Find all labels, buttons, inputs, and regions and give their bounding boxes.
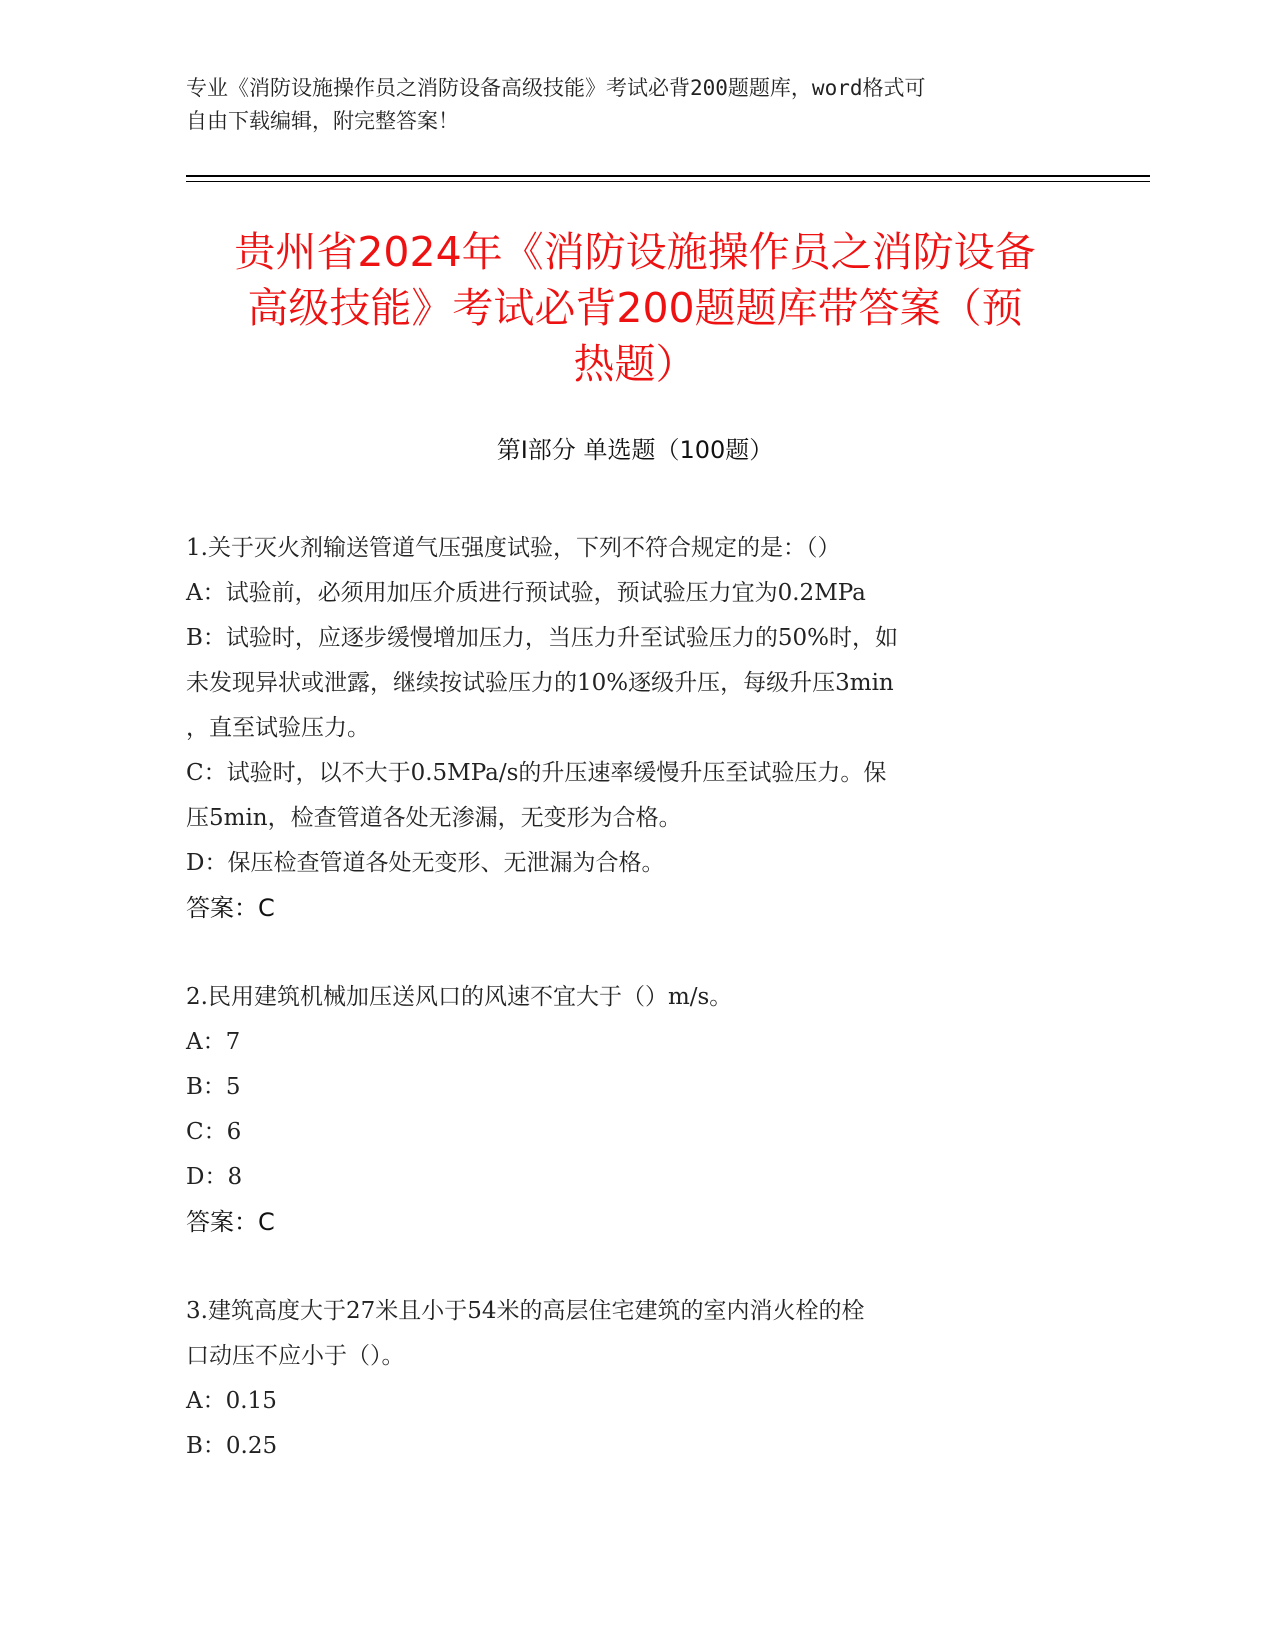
question-line: 1.关于灭火剂输送管道气压强度试验，下列不符合规定的是：（） — [186, 535, 841, 561]
header-divider-thin — [186, 181, 1150, 182]
option-b: B：试验时，应逐步缓慢增加压力，当压力升至试验压力的50%时，如 — [186, 625, 899, 651]
title-line: 贵州省2024年《消防设施操作员之消防设备 — [234, 228, 1036, 276]
question-1 — [186, 526, 1066, 931]
option-b: B：0.25 — [186, 1433, 278, 1459]
option-c-continued: 压5min，检查管道各处无渗漏，无变形为合格。 — [186, 805, 682, 831]
option-b-continued: ，直至试验压力。 — [186, 715, 370, 741]
option-b-continued: 未发现异状或泄露，继续按试验压力的10%逐级升压，每级升压3min — [186, 670, 894, 696]
header-note — [186, 72, 1066, 138]
question-line: 2.民用建筑机械加压送风口的风速不宜大于（）m/s。 — [186, 984, 733, 1010]
header-divider-thick — [186, 175, 1150, 177]
option-a: A：试验前，必须用加压介质进行预试验，预试验压力宜为0.2MPa — [186, 580, 866, 606]
question-3 — [186, 1289, 1066, 1469]
option-a: A：0.15 — [186, 1388, 277, 1414]
header-note-line: 自由下载编辑，附完整答案！ — [186, 109, 459, 133]
question-list — [186, 526, 1066, 1513]
option-d: D：8 — [186, 1164, 243, 1190]
option-c: C：试验时，以不大于0.5MPa/s的升压速率缓慢升压至试验压力。保 — [186, 760, 887, 786]
title-line: 高级技能》考试必背200题题库带答案（预 — [247, 284, 1023, 332]
question-2 — [186, 975, 1066, 1245]
header-note-line: 专业《消防设施操作员之消防设备高级技能》考试必背200题题库，word格式可 — [186, 76, 926, 100]
answer: 答案：C — [186, 894, 275, 922]
question-line: 3.建筑高度大于27米且小于54米的高层住宅建筑的室内消火栓的栓 — [186, 1298, 865, 1324]
option-a: A：7 — [186, 1029, 241, 1055]
section-title: 第I部分 单选题（100题） — [496, 436, 774, 464]
option-c: C：6 — [186, 1119, 242, 1145]
document-title — [186, 224, 1084, 392]
option-b: B：5 — [186, 1074, 241, 1100]
answer: 答案：C — [186, 1208, 275, 1236]
question-line-continued: 口动压不应小于（）。 — [186, 1343, 405, 1369]
title-line: 热题） — [573, 340, 697, 388]
option-d: D：保压检查管道各处无变形、无泄漏为合格。 — [186, 850, 665, 876]
